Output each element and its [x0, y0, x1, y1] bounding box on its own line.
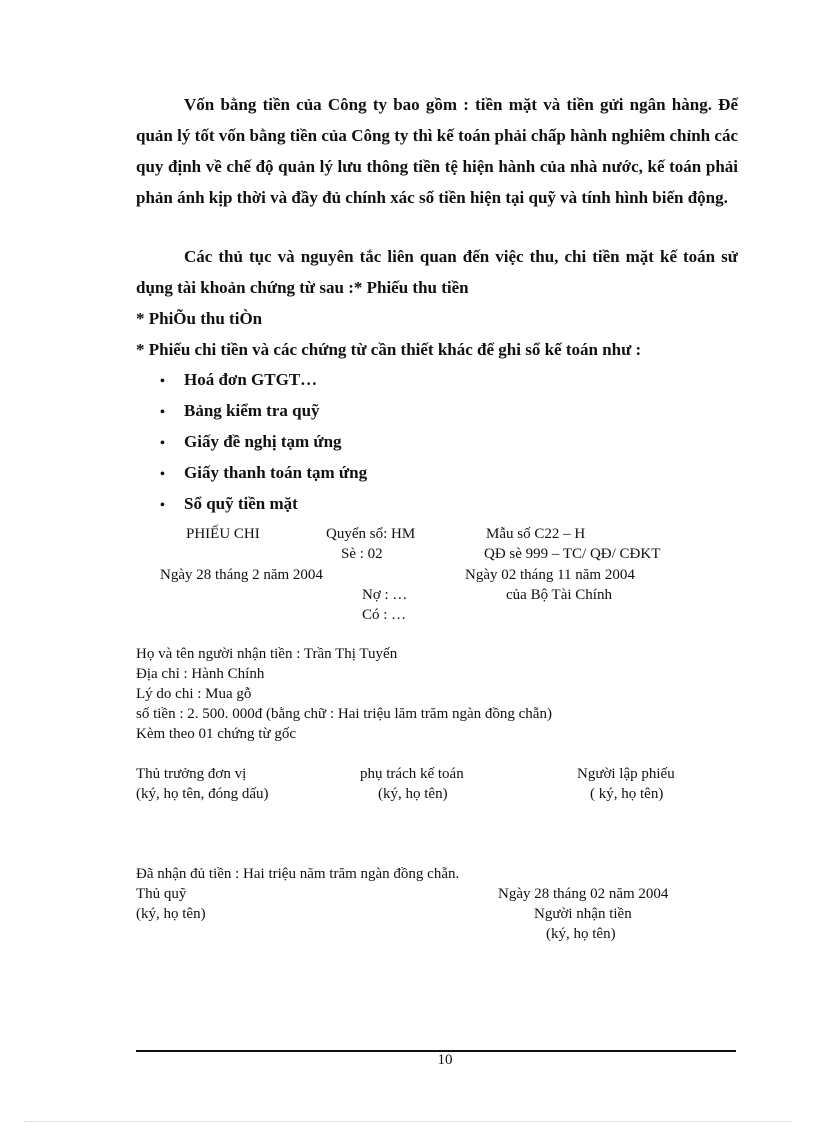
signature-head-note: (ký, họ tên, đóng dấu) [136, 786, 269, 802]
payment-line: * Phiếu chi tiền và các chứng từ cần thiết khác để ghi sổ kế toán như : [136, 340, 642, 359]
slip-amount: số tiền : 2. 500. 000đ (bằng chữ : Hai triệu lăm trăm ngàn đồng chẵn) [136, 706, 552, 722]
page-number: 10 [437, 1052, 453, 1068]
signature-receiver-note: (ký, họ tên) [546, 926, 616, 942]
bullet-icon: • [160, 467, 165, 482]
slip-decision-date: Ngày 02 tháng 11 năm 2004 [465, 567, 635, 583]
slip-recipient: Họ và tên người nhận tiền : Trần Thị Tuyến [136, 646, 398, 662]
slip-date: Ngày 28 tháng 2 năm 2004 [160, 567, 323, 583]
slip-decision: QĐ sè 999 – TC/ QĐ/ CĐKT [484, 546, 661, 562]
procedure-paragraph-text: Các thủ tục và nguyên tắc liên quan đến việc thu, chi tiền mặt kế toán sử dụng tài khoản chứng từ sau :* Phiếu thu tiền [136, 247, 738, 297]
signature-accountant-note: (ký, họ tên) [378, 786, 448, 802]
slip-title: PHIẾU CHI [186, 526, 260, 542]
bullet-icon: • [160, 374, 165, 389]
slip-credit: Có : … [362, 607, 407, 623]
list-item: • Giấy đề nghị tạm ứng [160, 426, 367, 457]
slip-attached: Kèm theo 01 chứng từ gốc [136, 726, 296, 742]
signature-accountant-title: phụ trách kế toán [360, 766, 464, 782]
list-item: • Bảng kiểm tra quỹ [160, 395, 367, 426]
signature-preparer-title: Người lập phiếu [577, 766, 675, 782]
list-item: • Giấy thanh toán tạm ứng [160, 457, 367, 488]
signature-receiver-title: Người nhận tiền [534, 906, 632, 922]
slip-received: Đã nhận đủ tiền : Hai triệu năm trăm ngàn đồng chẵn. [136, 866, 460, 882]
slip-form: Mẫu số C22 – H [486, 526, 586, 542]
signature-preparer-note: ( ký, họ tên) [590, 786, 664, 802]
document-list [160, 364, 367, 519]
intro-paragraph [136, 89, 738, 213]
signature-cashier-title: Thủ quỹ [136, 886, 187, 902]
signature-head-title: Thủ trưởng đơn vị [136, 766, 247, 782]
signature-cashier-note: (ký, họ tên) [136, 906, 206, 922]
slip-debit: Nợ : … [362, 587, 408, 603]
intro-paragraph-text: Vốn bằng tiền của Công ty bao gồm : tiền mặt và tiền gửi ngân hàng. Để quản lý tốt vốn bằng tiền của Công ty thì kế toán phải chấp hành nghiêm chỉnh các quy định về chế độ quản lý lưu thông tiền tệ hiện hành của nhà nước, kế toán phải phản ánh kịp thời và đầy đủ chính xác số tiền hiện tại quỹ và tính hình biến động. [136, 95, 738, 207]
procedure-paragraph [136, 241, 738, 303]
receipt-line: * PhiÕu thu tiÒn [136, 309, 263, 328]
slip-reason: Lý do chi : Mua gỗ [136, 686, 252, 702]
bullet-icon: • [160, 405, 165, 420]
bullet-icon: • [160, 436, 165, 451]
list-item: • Hoá đơn GTGT… [160, 364, 367, 395]
bullet-icon: • [160, 498, 165, 513]
page-edge-divider [24, 1121, 792, 1122]
slip-issuer: của Bộ Tài Chính [506, 587, 612, 603]
list-item: • Sổ quỹ tiền mặt [160, 488, 367, 519]
receipt-date: Ngày 28 tháng 02 năm 2004 [498, 886, 669, 902]
slip-book: Quyển sổ: HM [326, 526, 416, 542]
slip-number: Sè : 02 [341, 546, 383, 562]
slip-address: Địa chỉ : Hành Chính [136, 666, 265, 682]
